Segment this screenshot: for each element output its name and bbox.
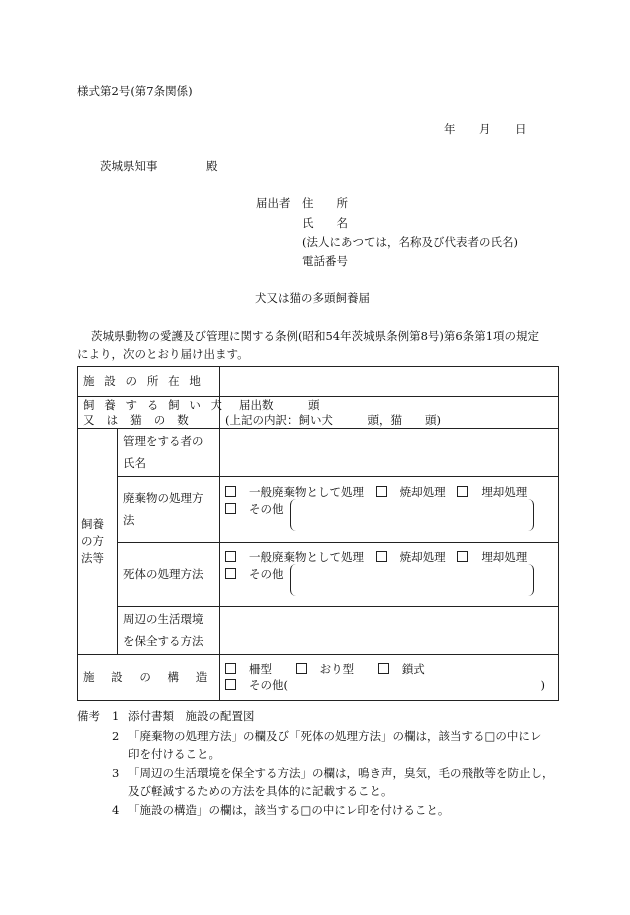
- structure-option-chain[interactable]: 鎖式: [378, 662, 425, 676]
- animal-count-field[interactable]: [220, 397, 559, 429]
- structure-options: [220, 655, 559, 701]
- intro-line-1: 茨城県動物の愛護及び管理に関する条例(昭和54年茨城県条例第8号)第6条第1項の規定: [91, 329, 540, 343]
- document-title: 犬又は猫の多頭飼養届: [255, 291, 370, 305]
- animal-count-label-line-1: 飼養する飼い犬: [83, 398, 232, 413]
- applicant-label: 届出者: [256, 196, 291, 210]
- facility-location-field[interactable]: [220, 367, 559, 397]
- checkbox-icon[interactable]: [225, 679, 236, 690]
- date-year-label: 年: [444, 122, 456, 136]
- note-1-text: 添付書類 施設の配置図: [128, 709, 255, 723]
- note-2-number: 2: [112, 729, 120, 743]
- waste-option-other[interactable]: その他: [225, 502, 284, 518]
- environment-method-label: 周辺の生活環境を保全する方法: [118, 607, 220, 655]
- carcass-method-label: 死体の処理方法: [118, 543, 220, 607]
- animal-count-label: [78, 397, 232, 429]
- facility-location-label: 施設の所在地: [78, 367, 220, 397]
- corporation-note: (法人にあつては，名称及び代表者の氏名): [302, 235, 518, 249]
- checkbox-icon[interactable]: [225, 663, 236, 674]
- carcass-option-incineration[interactable]: 焼却処理: [376, 550, 446, 564]
- waste-option-incineration[interactable]: 焼却処理: [376, 485, 446, 499]
- waste-other-bracket-field[interactable]: [290, 499, 534, 531]
- structure-label: 施設の構造: [78, 655, 220, 701]
- checkbox-icon[interactable]: [296, 663, 307, 674]
- notes-heading: 備考: [77, 709, 100, 723]
- checkbox-icon[interactable]: [457, 486, 468, 497]
- phone-label: 電話番号: [302, 254, 348, 268]
- name-label: 氏 名: [302, 216, 348, 230]
- form-number: 様式第2号(第7条関係): [77, 84, 193, 98]
- environment-method-field[interactable]: [220, 607, 559, 655]
- manager-label: 管理をする者の氏名: [118, 429, 220, 477]
- date-month-label: 月: [479, 122, 491, 136]
- note-4-text: 「施設の構造」の欄は，該当する□の中にレ印を付けること。: [128, 803, 450, 817]
- checkbox-icon[interactable]: [225, 551, 236, 562]
- structure-other-close: ): [540, 677, 545, 692]
- checkbox-icon[interactable]: [376, 486, 387, 497]
- waste-option-burial[interactable]: 埋却処理: [457, 485, 527, 499]
- checkbox-icon[interactable]: [378, 663, 389, 674]
- checkbox-icon[interactable]: [225, 486, 236, 497]
- registered-count: 届出数 頭: [239, 398, 320, 413]
- note-3-number: 3: [112, 766, 120, 780]
- carcass-option-burial[interactable]: 埋却処理: [457, 550, 527, 564]
- addressee-honorific: 殿: [206, 159, 218, 173]
- date-day-label: 日: [515, 122, 527, 136]
- structure-option-fence[interactable]: 柵型: [225, 662, 272, 676]
- animal-count-label-line-2: 又は猫の数: [83, 412, 201, 427]
- note-3-text-line-2: 及び軽減するための方法を具体的に記載すること。: [128, 784, 393, 798]
- note-3-text-line-1: 「周辺の生活環境を保全する方法」の欄は，鳴き声，臭気，毛の飛散等を防止し，: [128, 766, 554, 780]
- waste-method-options: [220, 477, 559, 543]
- address-label: 住 所: [302, 196, 348, 210]
- structure-option-cage[interactable]: おり型: [296, 662, 355, 676]
- note-2-text-line-2: 印を付けること。: [128, 747, 220, 761]
- carcass-other-bracket-field[interactable]: [290, 564, 534, 596]
- method-group-label: 飼養の方法等: [78, 429, 118, 655]
- checkbox-icon[interactable]: [225, 503, 236, 514]
- checkbox-icon[interactable]: [457, 551, 468, 562]
- note-2-text-line-1: 「廃棄物の処理方法」の欄及び「死体の処理方法」の欄は，該当する□の中にレ: [128, 729, 542, 743]
- waste-method-label: 廃棄物の処理方法: [118, 477, 220, 543]
- note-1-number: 1: [112, 709, 120, 723]
- manager-field[interactable]: [220, 429, 559, 477]
- count-breakdown: (上記の内訳：飼い犬 頭，猫 頭): [225, 412, 441, 427]
- checkbox-icon[interactable]: [225, 568, 236, 579]
- addressee-name: 茨城県知事: [100, 159, 158, 173]
- note-4-number: 4: [112, 803, 120, 817]
- carcass-option-general[interactable]: 一般廃棄物として処理: [225, 550, 364, 564]
- checkbox-icon[interactable]: [376, 551, 387, 562]
- intro-line-2: により，次のとおり届け出ます。: [77, 347, 249, 361]
- structure-option-other[interactable]: その他(: [225, 678, 288, 692]
- form-table: [77, 366, 559, 701]
- waste-option-general[interactable]: 一般廃棄物として処理: [225, 485, 364, 499]
- carcass-method-options: [220, 543, 559, 607]
- carcass-option-other[interactable]: その他: [225, 567, 284, 583]
